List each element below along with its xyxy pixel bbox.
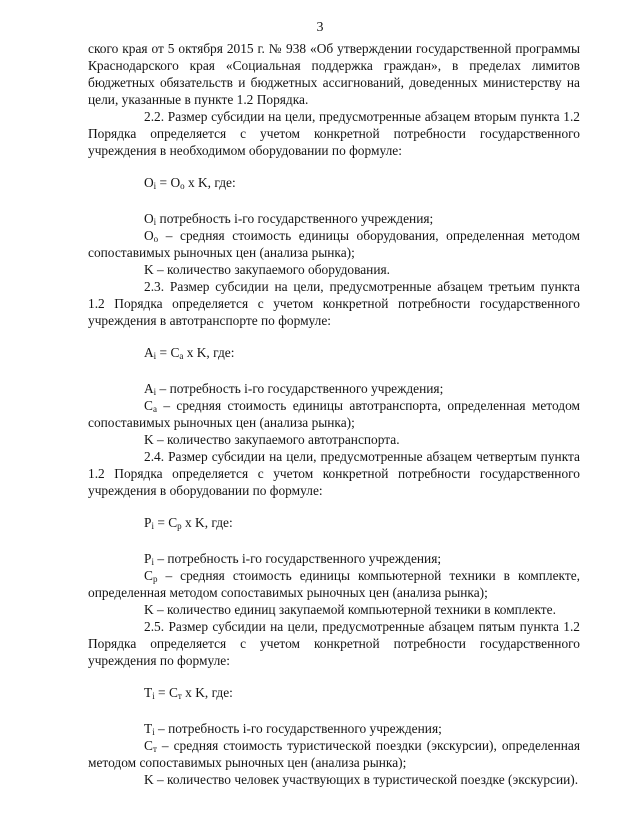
definition-2-3-2: $C_a$ – средняя стоимость единицы автотранспорта, определенная методом сопоставимых рыночных цен (анализа рынка); <box>88 398 580 430</box>
section-2-2-intro: 2.2. Размер субсидии на цели, предусмотренные абзацем вторым пункта 1.2 Порядка определяется с учетом конкретной потребности государственного учреждения в необходимом оборудовании по формуле: <box>88 109 580 158</box>
page-number: 3 <box>316 20 324 35</box>
definition-2-5-1: $T_i$ – потребность i-го государственного учреждения; <box>144 721 442 737</box>
definition-2-4-1: $P_i$ – потребность i-го государственного учреждения; <box>144 551 442 567</box>
section-2-5-intro: 2.5. Размер субсидии на цели, предусмотренные абзацем пятым пункта 1.2 Порядка определяется с учетом конкретной потребности государственного учреждения по формуле: <box>88 619 580 668</box>
definition-2-3-3: K – количество закупаемого автотранспорта. <box>144 432 400 447</box>
section-2-3-intro: 2.3. Размер субсидии на цели, предусмотренные абзацем третьим пункта 1.2 Порядка определяется с учетом конкретной потребности государственного учреждения в автотранспорте по формуле: <box>88 279 580 328</box>
definition-2-4-2: $C_p$ – средняя стоимость единицы компьютерной техники в комплекте, определенная методом сопоставимых рыночных цен (анализа рынка); <box>88 568 580 600</box>
formula-2-3: $A_i = C_a$ x K, где: <box>144 345 235 361</box>
definition-2-5-2: $C_т$ – средняя стоимость туристической поездки (экскурсии), определенная методом сопоставимых рыночных цен (анализа рынка); <box>88 738 580 770</box>
section-2-4-intro: 2.4. Размер субсидии на цели, предусмотренные абзацем четвертым пункта 1.2 Порядка определяется с учетом конкретной потребности государственного учреждения в оборудовании по формуле: <box>88 449 580 498</box>
definition-2-3-1: $A_i$ – потребность i-го государственного учреждения; <box>144 381 444 397</box>
definition-2-2-1: $O_i$ потребность i-го государственного учреждения; <box>144 211 434 227</box>
definition-2-2-3: K – количество закупаемого оборудования. <box>144 262 391 277</box>
formula-2-5: $T_i = C_т$ x K, где: <box>144 685 233 701</box>
definition-2-4-3: K – количество единиц закупаемой компьютерной техники в комплекте. <box>144 602 556 617</box>
formula-2-2: $O_i = O_o$ x K, где: <box>144 175 236 191</box>
definition-2-5-3: K – количество человек участвующих в туристической поездке (экскурсии). <box>144 772 579 787</box>
document-body <box>88 40 580 788</box>
definition-2-2-2: $O_o$ – средняя стоимость единицы оборудования, определенная методом сопоставимых рыночных цен (анализа рынка); <box>88 228 580 260</box>
lead-paragraph: ского края от 5 октября 2015 г. № 938 «Об утверждении государственной программы Краснодарского края «Социальная поддержка граждан», в пределах лимитов бюджетных обязательств и бюджетных ассигнований, доведенных министерству на цели, указанные в пункте 1.2 Порядка. <box>88 41 580 107</box>
formula-2-4: $P_i = C_p$ x K, где: <box>144 515 233 531</box>
